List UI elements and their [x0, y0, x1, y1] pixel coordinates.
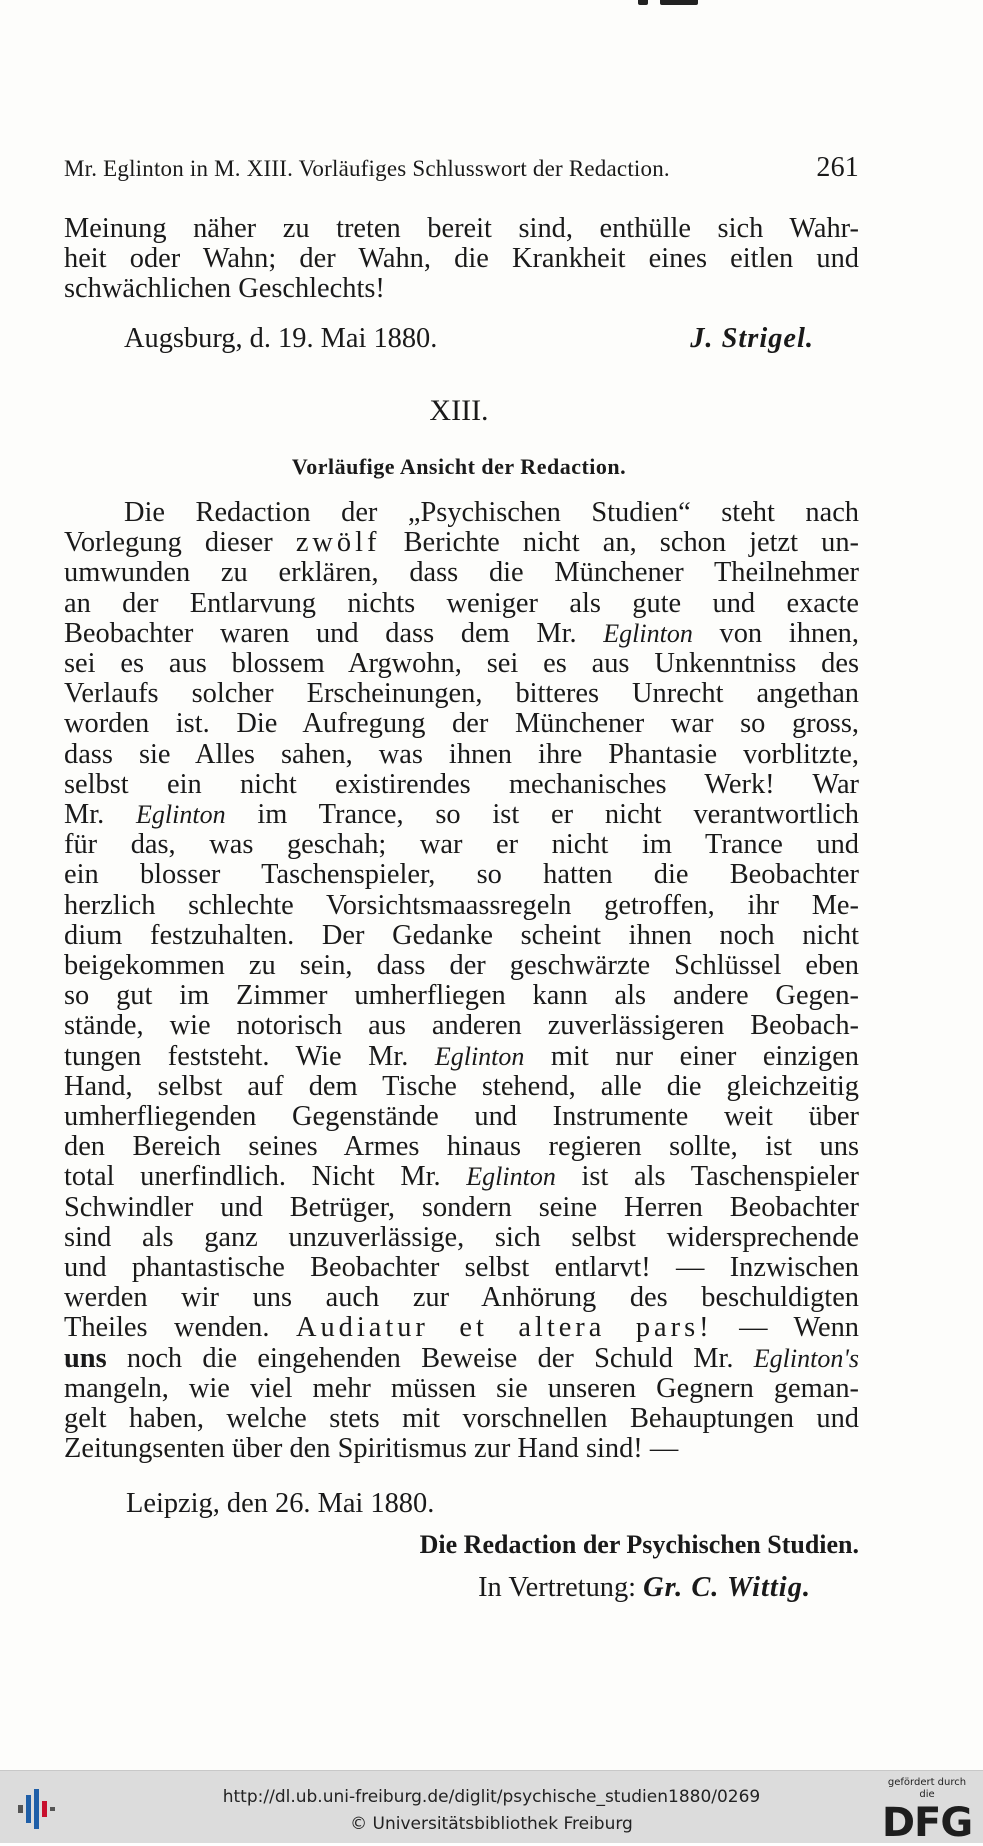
text-line: schwächlichen Geschlechts! — [64, 273, 385, 305]
dfg-badge[interactable] — [881, 1777, 973, 1846]
text-line: beigekommen zu sein, dass der geschwärzte Schlüssel eben — [64, 950, 859, 982]
text-line: Beobachter waren und dass dem Mr. Eglinton von ihnen, — [64, 617, 859, 649]
text-line: Vorlegung dieser zwölf Berichte nicht an, schon jetzt un- — [64, 527, 860, 559]
text-line: dium festzuhalten. Der Gedanke scheint ihnen noch nicht — [64, 919, 859, 951]
name-italic: Eglinton — [434, 1041, 525, 1071]
text-line: stände, wie notorisch aus anderen zuverlässigeren Beobach- — [64, 1010, 859, 1042]
text-line: umwunden zu erklären, dass die Münchener Theilnehmer — [64, 557, 859, 589]
text-line: heit oder Wahn; der Wahn, die Krankheit eines eitlen und — [64, 243, 859, 275]
text-line: Die Redaction der „Psychischen Studien“ steht nach — [124, 497, 859, 528]
main-paragraph — [64, 498, 859, 1465]
text-line: Verlaufs solcher Erscheinungen, bitteres Unrecht angethan — [64, 678, 859, 710]
text-line: Zeitungsenten über den Spiritismus zur Hand sind! — — [64, 1433, 679, 1465]
latin-quote-spaced: Audiatur et altera pars! — [295, 1312, 713, 1344]
running-head — [64, 152, 859, 184]
name-italic: Eglinton — [136, 800, 226, 830]
text-line: Schwindler und Betrüger, sondern seine Herren Beobachter — [64, 1191, 859, 1223]
text-line: an der Entlarvung nichts weniger als gute und exacte — [64, 587, 859, 619]
text-line: für das, was geschah; war er nicht im Trance und — [64, 829, 859, 861]
closing-organization: Die Redaction der Psychischen Studien. — [419, 1530, 859, 1559]
name-italic: Eglinton's — [753, 1343, 859, 1373]
text-line: Theiles wenden. Audiatur et altera pars! — Wenn — [64, 1312, 859, 1344]
name-italic: Eglinton — [466, 1162, 556, 1192]
text-line: tungen feststeht. Wie Mr. Eglinton mit nur einer einzigen — [64, 1040, 859, 1072]
signature-name: Gr. C. Wittig. — [643, 1572, 811, 1603]
text-line: gelt haben, welche stets mit vorschnellen Behauptungen und — [64, 1403, 859, 1435]
place-date: Augsburg, d. 19. Mai 1880. — [124, 323, 438, 354]
emphasis-spaced: zwölf — [295, 527, 381, 559]
text-line: mangeln, wie viel mehr müssen sie unseren Gegnern geman- — [64, 1372, 859, 1404]
text-line: sind als ganz unzuverlässige, sich selbst widersprechende — [64, 1221, 859, 1253]
copyright-notice: © Universitätsbibliothek Freiburg — [350, 1814, 633, 1834]
continuation-signoff — [124, 323, 814, 355]
closing-place-date: Leipzig, den 26. Mai 1880. — [126, 1488, 435, 1519]
dfg-caption: gefördert durch die — [887, 1777, 967, 1800]
text-line: Hand, selbst auf dem Tische stehend, alle die gleichzeitig — [64, 1070, 859, 1102]
text-line: werden wir uns auch zur Anhörung des beschuldigten — [64, 1282, 859, 1314]
page-number: 261 — [816, 152, 859, 183]
text-line: so gut im Zimmer umherfliegen kann als andere Gegen- — [64, 980, 859, 1012]
top-edge-mark — [630, 0, 730, 6]
closing-signature — [478, 1572, 811, 1604]
text-line: Mr. Eglinton im Trance, so ist er nicht verantwortlich — [64, 799, 859, 831]
text-line: selbst ein nicht existirendes mechanisches Werk! War — [64, 768, 859, 800]
text-line: total unerfindlich. Nicht Mr. Eglinton ist als Taschenspieler — [64, 1161, 859, 1193]
bold-word: uns — [64, 1342, 107, 1374]
text-line: worden ist. Die Aufregung der Münchener war so gross, — [64, 708, 859, 740]
text-line: Meinung näher zu treten bereit sind, enthülle sich Wahr- — [64, 213, 859, 244]
text-line: sei es aus blossem Argwohn, sei es aus Unkenntniss des — [64, 648, 859, 680]
viewer-footer — [0, 1770, 983, 1846]
permalink-url[interactable]: http://dl.ub.uni-freiburg.de/diglit/psychische_studien1880/0269 — [222, 1787, 761, 1807]
text-line: dass sie Alles sahen, was ihnen ihre Phantasie vorblitzte, — [64, 738, 859, 770]
section-title: Vorläufige Ansicht der Redaction. — [291, 454, 627, 479]
text-line: umherfliegenden Gegenstände und Instrumente weit über — [64, 1101, 859, 1133]
continuation-text — [64, 214, 859, 305]
text-line: und phantastische Beobachter selbst entlarvt! — Inzwischen — [64, 1252, 859, 1284]
signature: J. Strigel. — [690, 323, 814, 354]
text-line: uns noch die eingehenden Beweise der Schuld Mr. Eglinton's — [64, 1342, 859, 1374]
dfg-logo-icon: DFG — [881, 1800, 973, 1846]
running-head-title: Mr. Eglinton in M. XIII. Vorläufiges Schlusswort der Redaction. — [64, 156, 670, 181]
text-line: den Bereich seines Armes hinaus regieren sollte, ist uns — [64, 1131, 859, 1163]
section-number: XIII. — [429, 394, 489, 427]
text-line: herzlich schlechte Vorsichtsmaassregeln getroffen, ihr Me- — [64, 889, 859, 921]
text-line: ein blosser Taschenspieler, so hatten die Beobachter — [64, 859, 859, 891]
signature-prefix: In Vertretung: — [478, 1572, 644, 1603]
name-italic: Eglinton — [603, 618, 693, 648]
